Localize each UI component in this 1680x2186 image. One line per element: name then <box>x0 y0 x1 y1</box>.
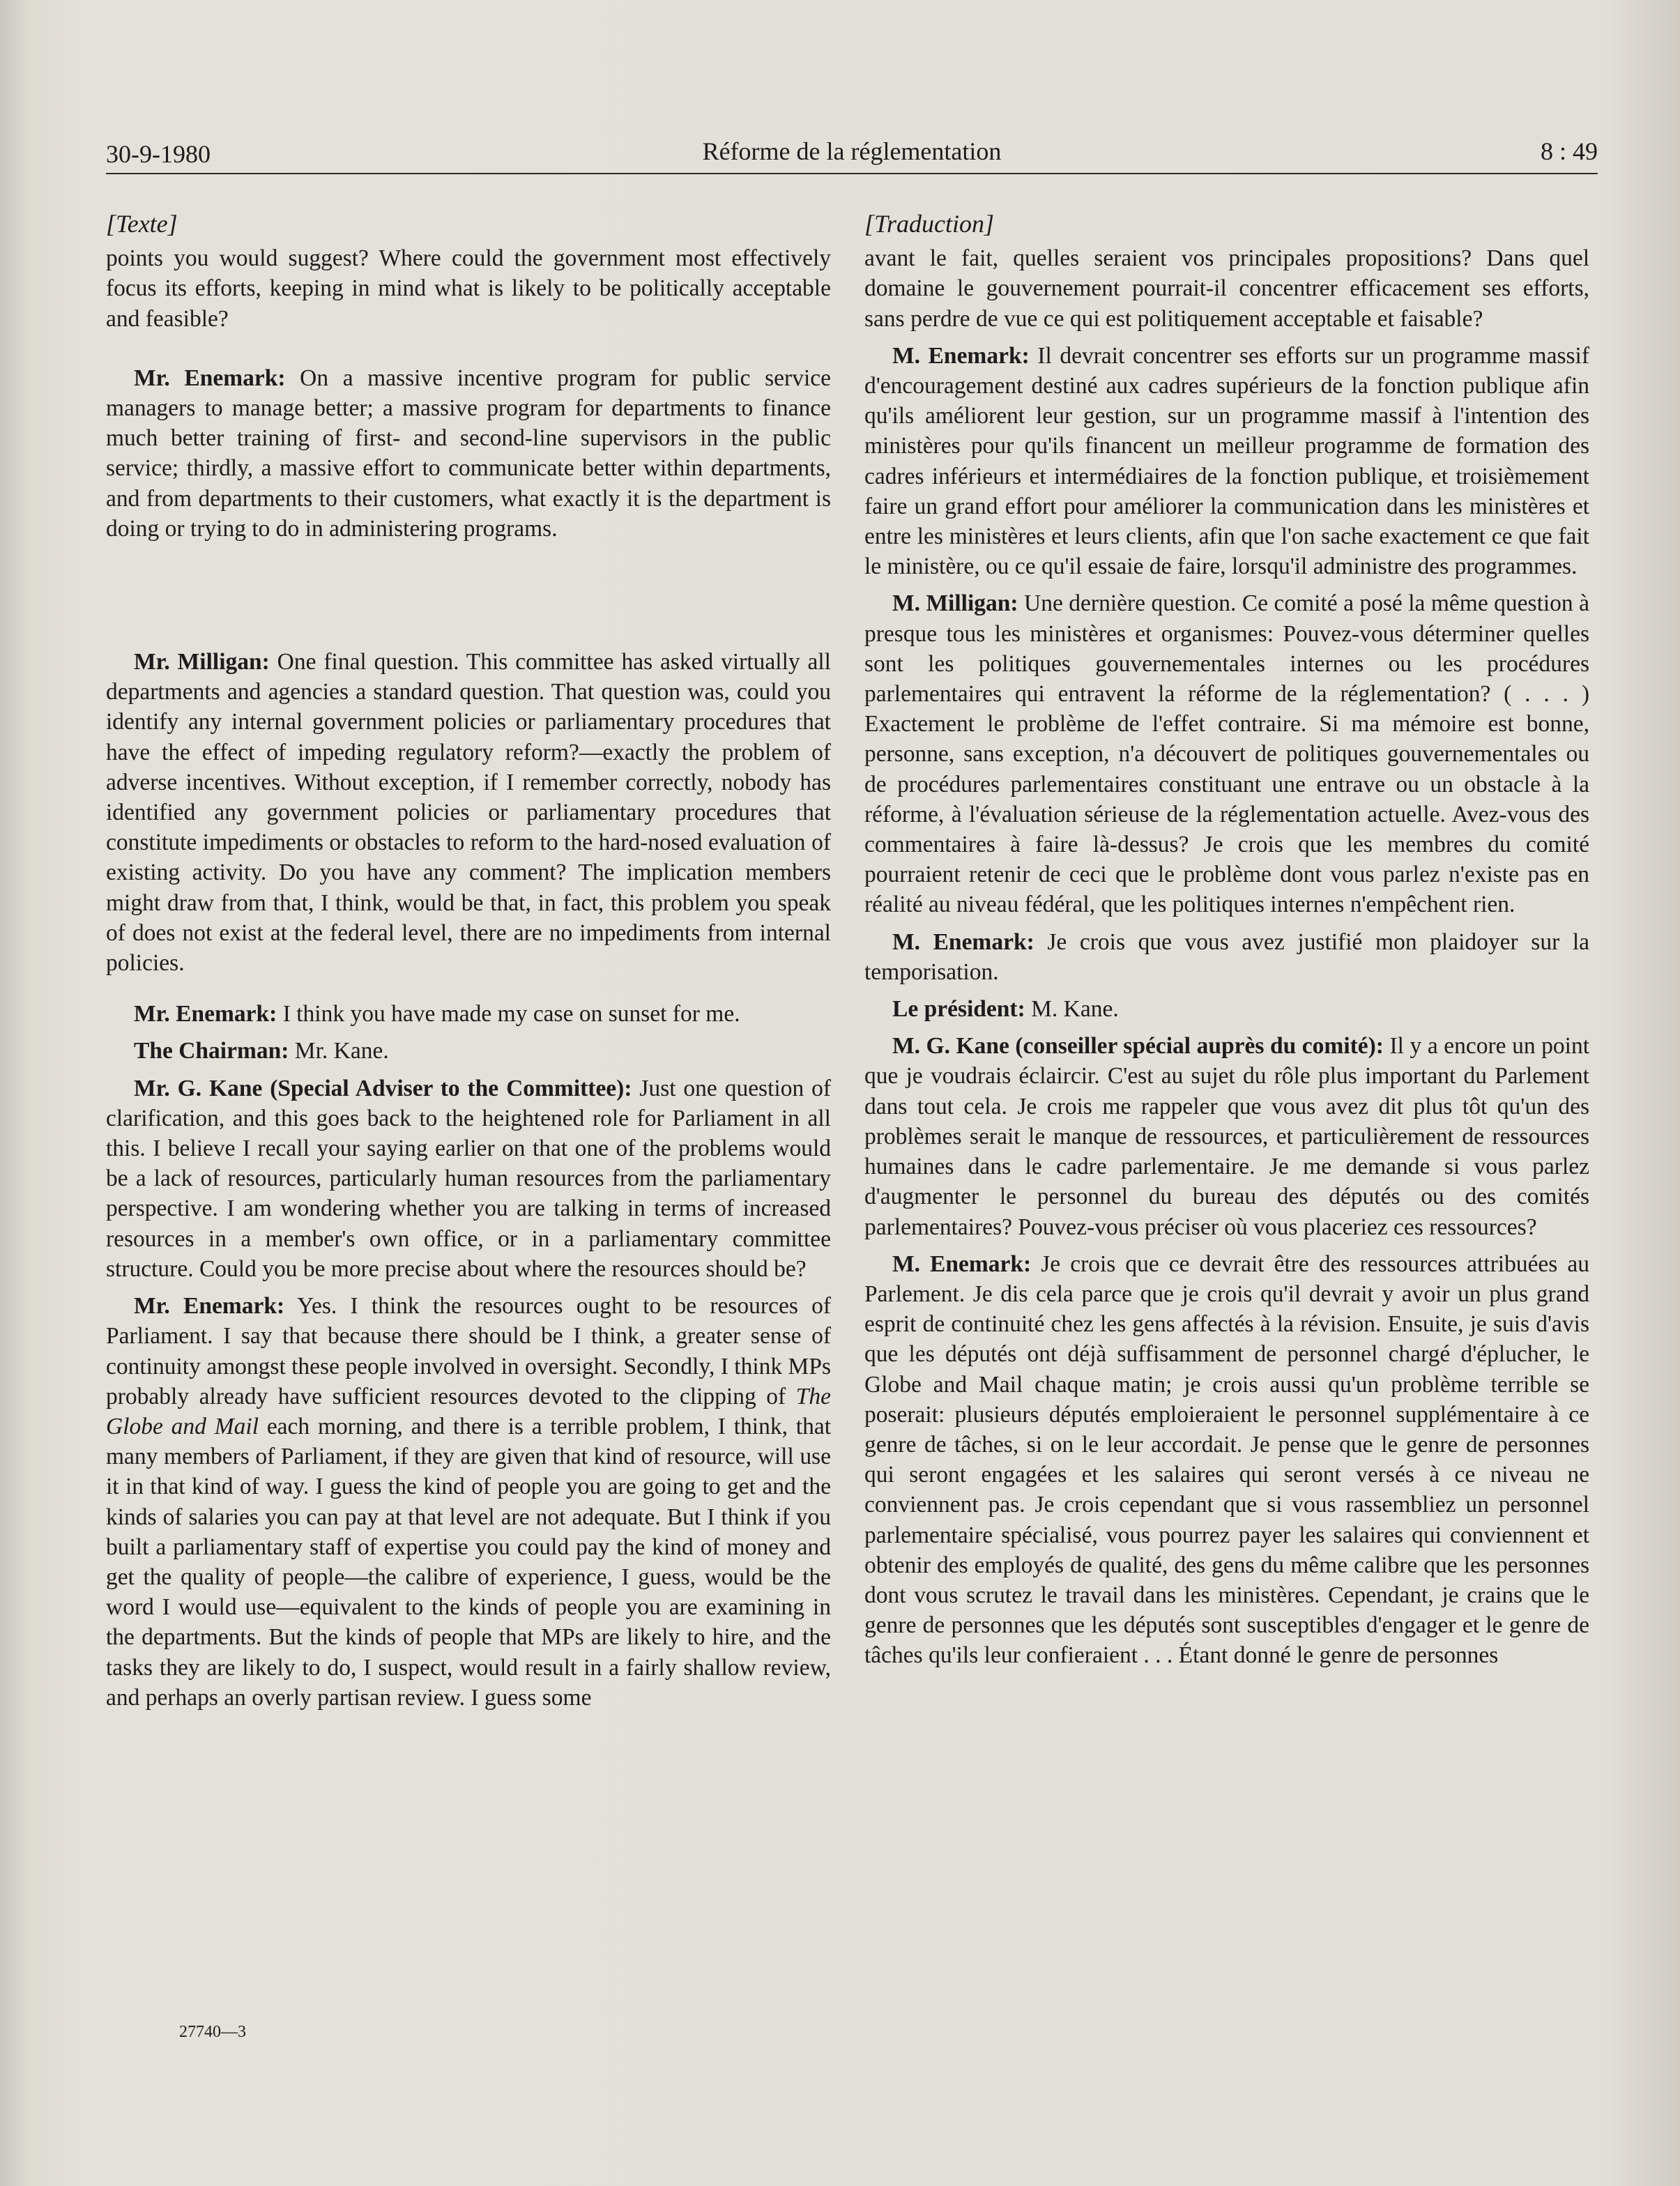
speaker-name: Mr. Enemark: <box>134 1001 277 1027</box>
paragraph: M. Enemark: Je crois que ce devrait être des ressources attribuées au Parlement. Je dis cela parce que je crois qu'il devrait y avoir un plus grand esprit de continuité chez les gens affectés à la révision. Ensuite, je suis d'avis que les députés ont déjà suffisamment de personnel chargé d'éplucher, le Globe and Mail chaque matin; je crois aussi qu'un problème terrible se poserait: plusieurs députés emploieraient le personnel supplémentaire à ce genre de tâches, si on le leur accordait. Je pense que le genre de personnes qui seront engagées et les salaires qui seront versés à ce niveau ne conviennent pas. Je crois cependant que si vous rassembliez un personnel parlementaire spécialisé, vous pourrez payer les salaires qui conviennent et obtenir des employés de qualité, des gens du même calibre que les personnes dont vous scrutez le travail dans les ministères. Cependant, je crains que le genre de personnes que les députés sont susceptibles d'engager et le genre de tâches qu'ils leur confieraient . . . Étant donné le genre de personnes <box>864 1251 1589 1669</box>
newspaper-title: The Globe and Mail <box>106 1383 831 1439</box>
speaker-name: Mr. G. Kane (Special Adviser to the Committee): <box>134 1075 632 1101</box>
paragraph: M. Milligan: Une dernière question. Ce comité a posé la même question à presque tous les ministères et organismes: Pouvez-vous déterminer quelles sont les politiques gouvernementales internes ou les procédures parlementaires qui entravent la réforme de la réglementation? ( . . . ) Exactement le problème de l'effet contraire. Si ma mémoire est bonne, personne, sans exception, n'a découvert de politiques gouvernementales ou de procédures parlementaires constituant une entrave ou un obstacle à la réforme, à l'évaluation sérieuse de la réglementation actuelle. Avez-vous des commentaires à faire là-dessus? Je crois que les membres du comité pourraient retenir de ceci que le problème dont vous parlez n'existe pas en réalité au niveau fédéral, que les politiques internes n'empêchent rien. <box>864 590 1589 918</box>
paragraph: M. Enemark: Il devrait concentrer ses efforts sur un programme massif d'encouragement destiné aux cadres supérieurs de la fonction publique afin qu'ils améliorent leur gestion, sur un programme massif à l'intention des ministères pour qu'ils financent un meilleur programme de formation des cadres inférieurs et intermédiaires de la fonction publique, et troisièmement faire un grand effort pour améliorer la communication dans les ministères et entre les ministères et leurs clients, afin que l'on sache exactement ce que fait le ministère, ou ce qu'il essaie de faire, lorsqu'il administre des programmes. <box>864 342 1589 580</box>
header-page-number: 8 : 49 <box>1540 137 1598 165</box>
paragraph: Mr. Enemark: On a massive incentive program for public service managers to manage better; a massive program for departments to finance much better training of first- and second-line supervisors in the public service; thirdly, a massive effort to communicate better within departments, and from departments to their customers, what exactly it is the department is doing or trying to do in administering programs. <box>106 365 832 542</box>
speaker-name: Mr. Enemark: <box>134 1293 285 1320</box>
speaker-name: Le président: <box>892 996 1025 1023</box>
paragraph: points you would suggest? Where could the government most effectively focus its efforts, keeping in mind what is likely to be politically acceptable and feasible? <box>106 245 831 332</box>
speaker-name: Mr. Enemark: <box>134 365 286 391</box>
paragraph: Mr. G. Kane (Special Adviser to the Committee): Just one question of clarification, and this goes back to the heightened role for Parliament in all this. I believe I recall your saying earlier on that one of the problems would be a lack of resources, particularly human resources from the parliamentary perspective. I am wondering whether you are talking in terms of increased resources in a member's own office, or in a parliamentary committee structure. Could you be more precise about where the resources should be? <box>106 1075 832 1282</box>
paragraph: The Chairman: Mr. Kane. <box>134 1038 389 1064</box>
paragraph: Le président: M. Kane. <box>892 996 1119 1023</box>
column-label-texte: [Texte] <box>106 210 178 238</box>
french-column <box>864 209 1589 1671</box>
speaker-name: M. G. Kane (conseiller spécial auprès du comité): <box>892 1033 1384 1060</box>
speaker-name: M. Enemark: <box>892 342 1030 369</box>
speaker-name: M. Enemark: <box>892 928 1034 955</box>
running-header <box>106 134 1598 174</box>
paragraph: avant le fait, quelles seraient vos principales propositions? Dans quel domaine le gouvernement pourrait-il concentrer efficacement ses efforts, sans perdre de vue ce qui est politiquement acceptable et faisable? <box>864 245 1589 332</box>
speaker-name: M. Milligan: <box>892 590 1018 617</box>
paragraph: Mr. Milligan: One final question. This committee has asked virtually all departments and agencies a standard question. That question was, could you identify any internal government policies or parliamentary procedures that have the effect of impeding regulatory reform?—exactly the problem of adverse incentives. Without exception, if I remember correctly, nobody has identified any government policies or parliamentary procedures that constitute impediments or obstacles to reform to the hard-nosed evaluation of existing activity. Do you have any comment? The implication members might draw from that, I think, would be that, in fact, this problem you speak of does not exist at the federal level, there are no impediments from internal policies. <box>106 649 831 977</box>
paragraph: Mr. Enemark: Yes. I think the resources ought to be resources of Parliament. I say that because there should be I think, a greater sense of continuity amongst these people involved in oversight. Secondly, I think MPs probably already have sufficient resources devoted to the clipping of The Globe and Mail each morning, and there is a terrible problem, I think, that many members of Parliament, if they are given that kind of resource, will use it in that kind of way. I guess the kind of people you are going to get and the kinds of salaries you can pay at that level are not adequate. But I think if you built a parliamentary staff of expertise you could pay the kind of money and get the quality of people—the calibre of experience, I guess, would be the word I would use—equivalent to the kinds of people you are examining in the departments. But the kinds of people that MPs are likely to hire, and the tasks they are likely to do, I suspect, would result in a fairly shallow review, and perhaps an overly partisan review. I guess some <box>106 1293 832 1711</box>
speaker-name: Mr. Milligan: <box>134 649 270 675</box>
header-date: 30-9-1980 <box>106 140 211 168</box>
paragraph: Mr. Enemark: I think you have made my case on sunset for me. <box>134 1001 740 1027</box>
speaker-name: The Chairman: <box>134 1038 289 1064</box>
speaker-name: M. Enemark: <box>892 1251 1032 1277</box>
paragraph: M. G. Kane (conseiller spécial auprès du comité): Il y a encore un point que je voudrais éclaircir. C'est au sujet du rôle plus important du Parlement dans tout cela. Je crois me rappeler que vous avez dit plus tôt qu'un des problèmes serait le manque de ressources, et particulièrement de ressources humaines dans le cadre parlementaire. Je me demande si vous parlez d'augmenter le personnel du bureau des députés ou des comités parlementaires? Pouvez-vous préciser où vous placeriez ces ressources? <box>864 1033 1590 1240</box>
paragraph: M. Enemark: Je crois que vous avez justifié mon plaidoyer sur la temporisation. <box>864 928 1590 985</box>
english-column <box>106 209 831 1713</box>
header-title: Réforme de la réglementation <box>702 137 1002 165</box>
printer-code: 27740—3 <box>179 2023 246 2041</box>
column-label-traduction: [Traduction] <box>864 210 995 238</box>
